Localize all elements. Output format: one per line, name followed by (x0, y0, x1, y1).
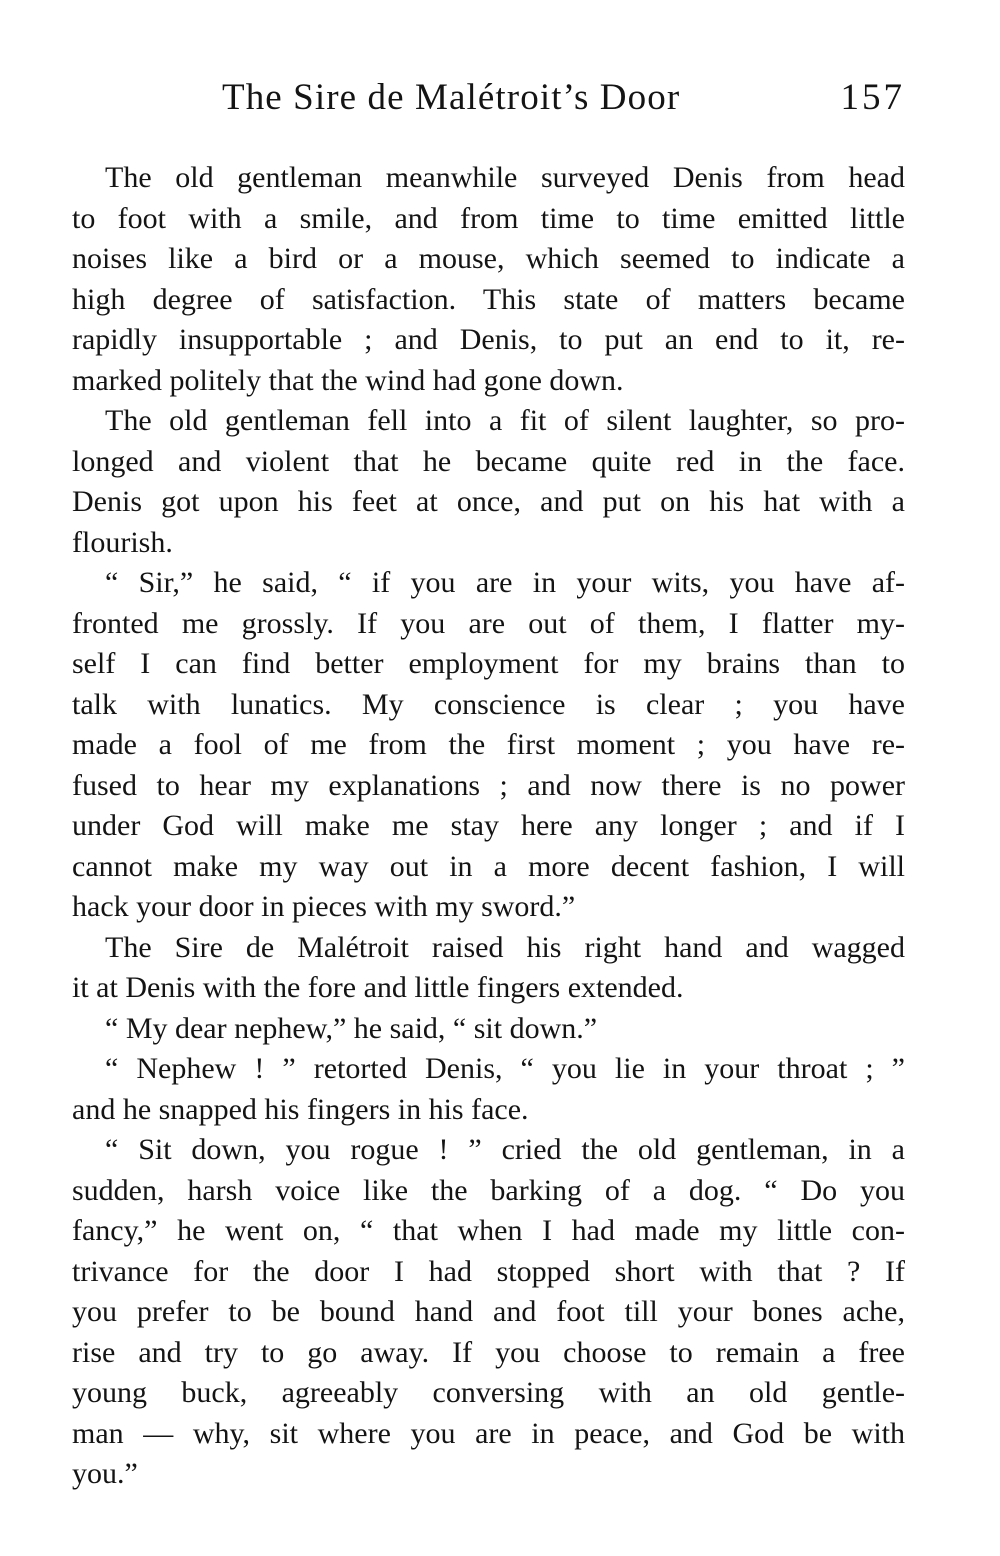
paragraph (72, 1049, 905, 1130)
text-line: and he snapped his fingers in his face. (72, 1092, 529, 1126)
text-line: The old gentleman meanwhile surveyed Denis from head (105, 161, 905, 194)
text-line: noises like a bird or a mouse, which seemed to indicate a (72, 242, 905, 275)
text-line: “ My dear nephew,” he said, “ sit down.” (105, 1011, 598, 1045)
text-line: you prefer to be bound hand and foot till your bones ache, (72, 1295, 905, 1328)
text-line: man — why, sit where you are in peace, and God be with (72, 1416, 905, 1450)
paragraph (72, 158, 905, 401)
text-line: “ Nephew ! ” retorted Denis, “ you lie in your throat ; ” (105, 1052, 905, 1085)
text-line: self I can find better employment for my brains than to (72, 647, 905, 680)
text-line: made a fool of me from the first moment ; you have re- (72, 728, 905, 761)
text-line: rapidly insupportable ; and Denis, to put an end to it, re- (72, 323, 905, 356)
page-number: 157 (840, 77, 905, 118)
paragraph (72, 1009, 905, 1050)
text-line: it at Denis with the fore and little fingers extended. (72, 971, 684, 1004)
text-line: to foot with a smile, and from time to time emitted little (72, 201, 905, 235)
text-line: cannot make my way out in a more decent fashion, I will (72, 849, 905, 883)
paragraph (72, 928, 905, 1009)
text-line: longed and violent that he became quite red in the face. (72, 444, 905, 478)
text-line: hack your door in pieces with my sword.” (72, 890, 576, 923)
text-line: fronted me grossly. If you are out of them, I flatter my- (72, 606, 905, 640)
running-title: The Sire de Malétroit’s Door (222, 77, 681, 118)
text-line: fused to hear my explanations ; and now there is no power (72, 768, 905, 802)
text-line: flourish. (72, 525, 173, 559)
text-line: “ Sit down, you rogue ! ” cried the old gentleman, in a (105, 1133, 905, 1166)
body-text (72, 158, 905, 1495)
text-line: high degree of satisfaction. This state of matters became (72, 282, 905, 316)
text-line: sudden, harsh voice like the barking of a dog. “ Do you (72, 1173, 905, 1207)
running-head (72, 72, 905, 124)
text-line: trivance for the door I had stopped short with that ? If (72, 1254, 905, 1288)
text-line: fancy,” he went on, “ that when I had made my little con- (72, 1214, 905, 1247)
text-line: young buck, agreeably conversing with an old gentle- (72, 1376, 905, 1409)
paragraph (72, 563, 905, 928)
text-line: The Sire de Malétroit raised his right hand and wagged (105, 930, 905, 964)
text-line: Denis got upon his feet at once, and put on his hat with a (72, 485, 905, 518)
text-line: you.” (72, 1457, 138, 1490)
paragraph (72, 1130, 905, 1495)
text-line: talk with lunatics. My conscience is clear ; you have (72, 687, 905, 721)
paragraph (72, 401, 905, 563)
text-line: rise and try to go away. If you choose to remain a free (72, 1335, 905, 1369)
text-line: “ Sir,” he said, “ if you are in your wits, you have af- (105, 566, 905, 599)
text-line: marked politely that the wind had gone down. (72, 363, 624, 397)
text-line: under God will make me stay here any longer ; and if I (72, 809, 905, 842)
text-line: The old gentleman fell into a fit of silent laughter, so pro- (105, 404, 905, 437)
